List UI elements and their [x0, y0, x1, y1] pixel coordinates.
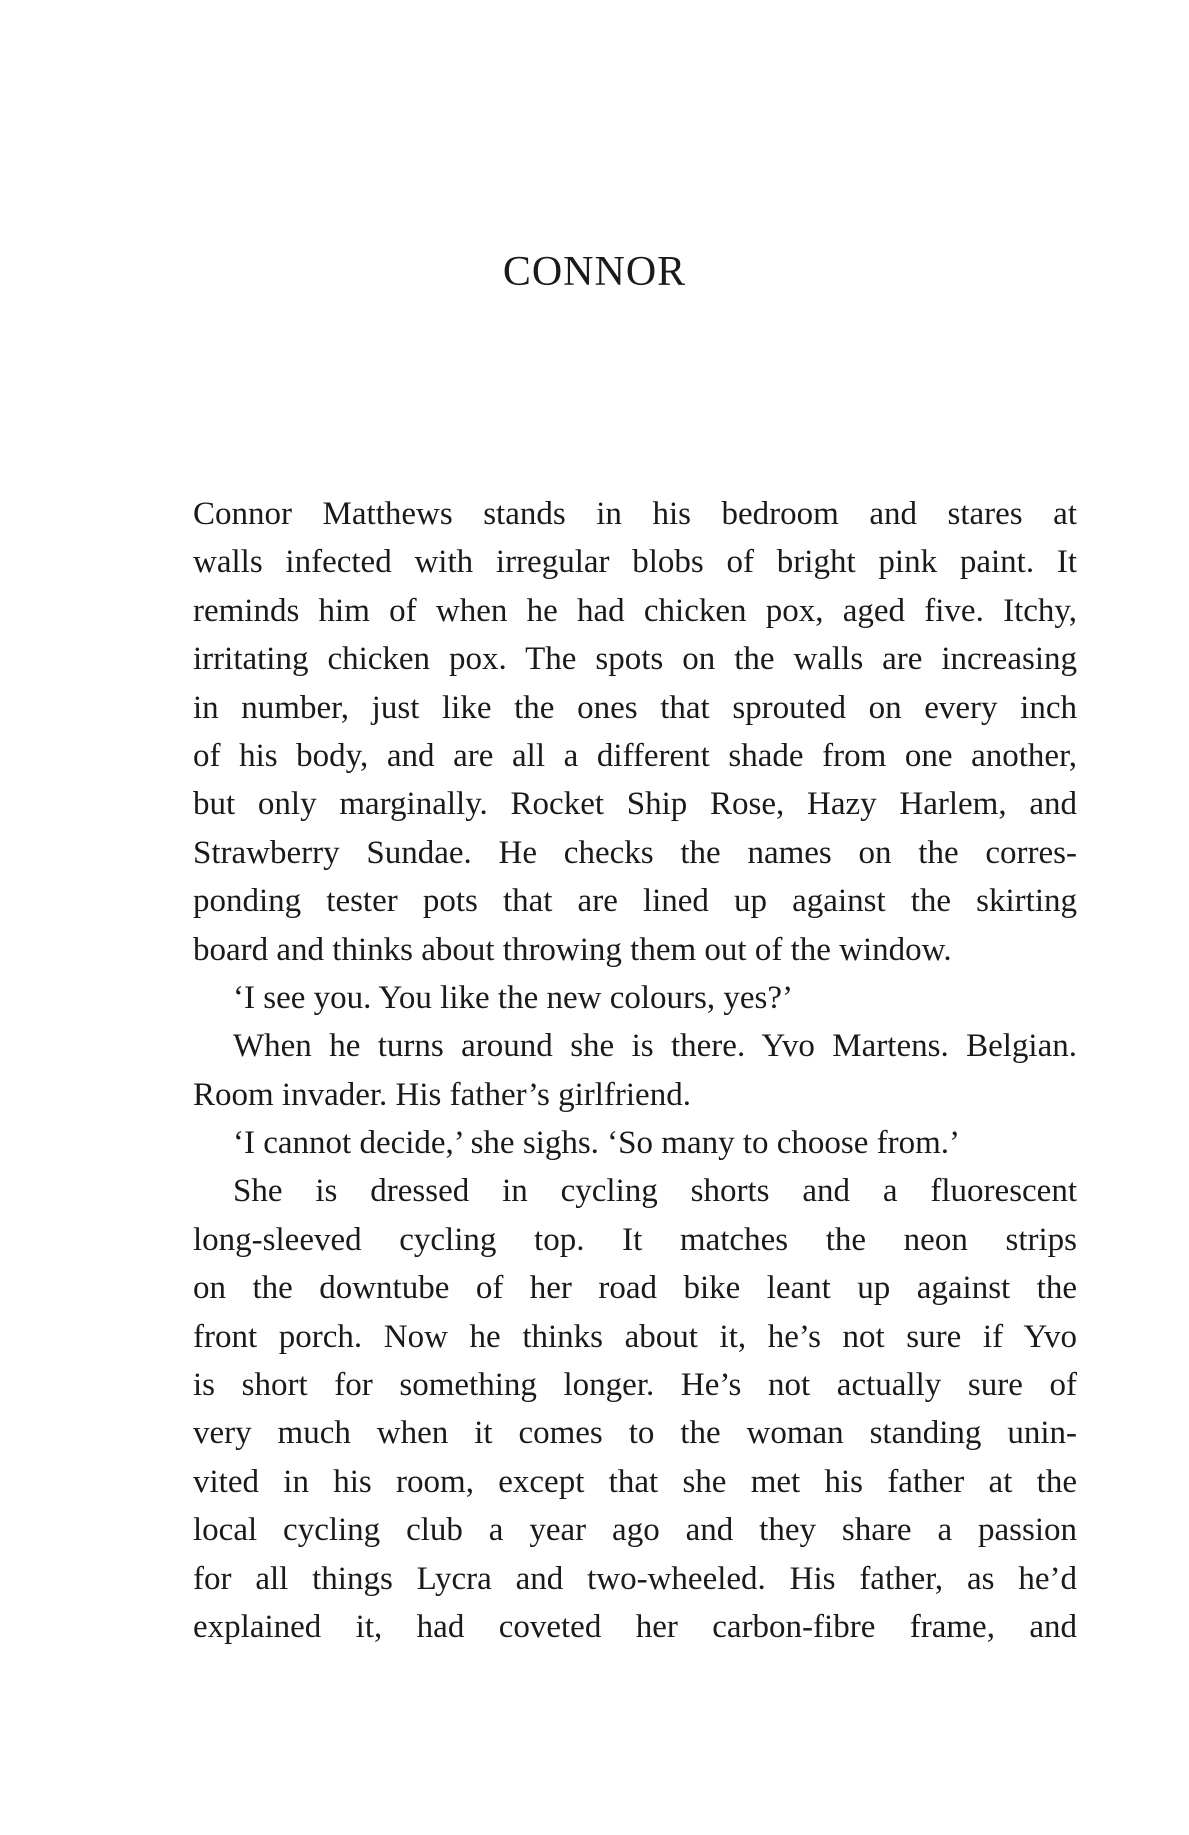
text-line: Strawberry Sundae. He checks the names on the corres- [193, 834, 1077, 871]
text-line: on the downtube of her road bike leant up against the [193, 1270, 1077, 1307]
text-line: board and thinks about throwing them out of the window. [193, 931, 952, 968]
chapter-body-text [193, 490, 1077, 1651]
text-line: but only marginally. Rocket Ship Rose, Hazy Harlem, and [193, 786, 1077, 823]
chapter-title: CONNOR [502, 249, 687, 295]
text-line: is short for something longer. He’s not actually sure of [193, 1367, 1077, 1404]
text-line: front porch. Now he thinks about it, he’s not sure if Yvo [193, 1318, 1077, 1355]
text-line: irritating chicken pox. The spots on the walls are increasing [193, 641, 1077, 678]
text-line: Room invader. His father’s girlfriend. [193, 1076, 691, 1113]
text-line: of his body, and are all a different shade from one another, [193, 737, 1077, 774]
text-line: explained it, had coveted her carbon-fibre frame, and [193, 1608, 1077, 1645]
text-line: ‘I see you. You like the new colours, yes?’ [233, 979, 793, 1016]
text-line: in number, just like the ones that sprouted on every inch [193, 689, 1077, 726]
text-line: vited in his room, except that she met his father at the [193, 1463, 1077, 1500]
text-line: walls infected with irregular blobs of bright pink paint. It [193, 544, 1077, 581]
text-line: ‘I cannot decide,’ she sighs. ‘So many to choose from.’ [233, 1125, 961, 1162]
text-line: very much when it comes to the woman standing unin- [193, 1415, 1077, 1452]
text-line: reminds him of when he had chicken pox, aged five. Itchy, [193, 592, 1077, 629]
text-line: ponding tester pots that are lined up against the skirting [193, 883, 1077, 920]
text-line: long-sleeved cycling top. It matches the neon strips [193, 1221, 1077, 1258]
text-line: Connor Matthews stands in his bedroom and stares at [193, 496, 1077, 532]
text-line: She is dressed in cycling shorts and a fluorescent [233, 1173, 1077, 1210]
text-line: When he turns around she is there. Yvo Martens. Belgian. [233, 1028, 1077, 1065]
text-line: local cycling club a year ago and they share a passion [193, 1512, 1077, 1549]
text-line: for all things Lycra and two-wheeled. His father, as he’d [193, 1560, 1077, 1597]
